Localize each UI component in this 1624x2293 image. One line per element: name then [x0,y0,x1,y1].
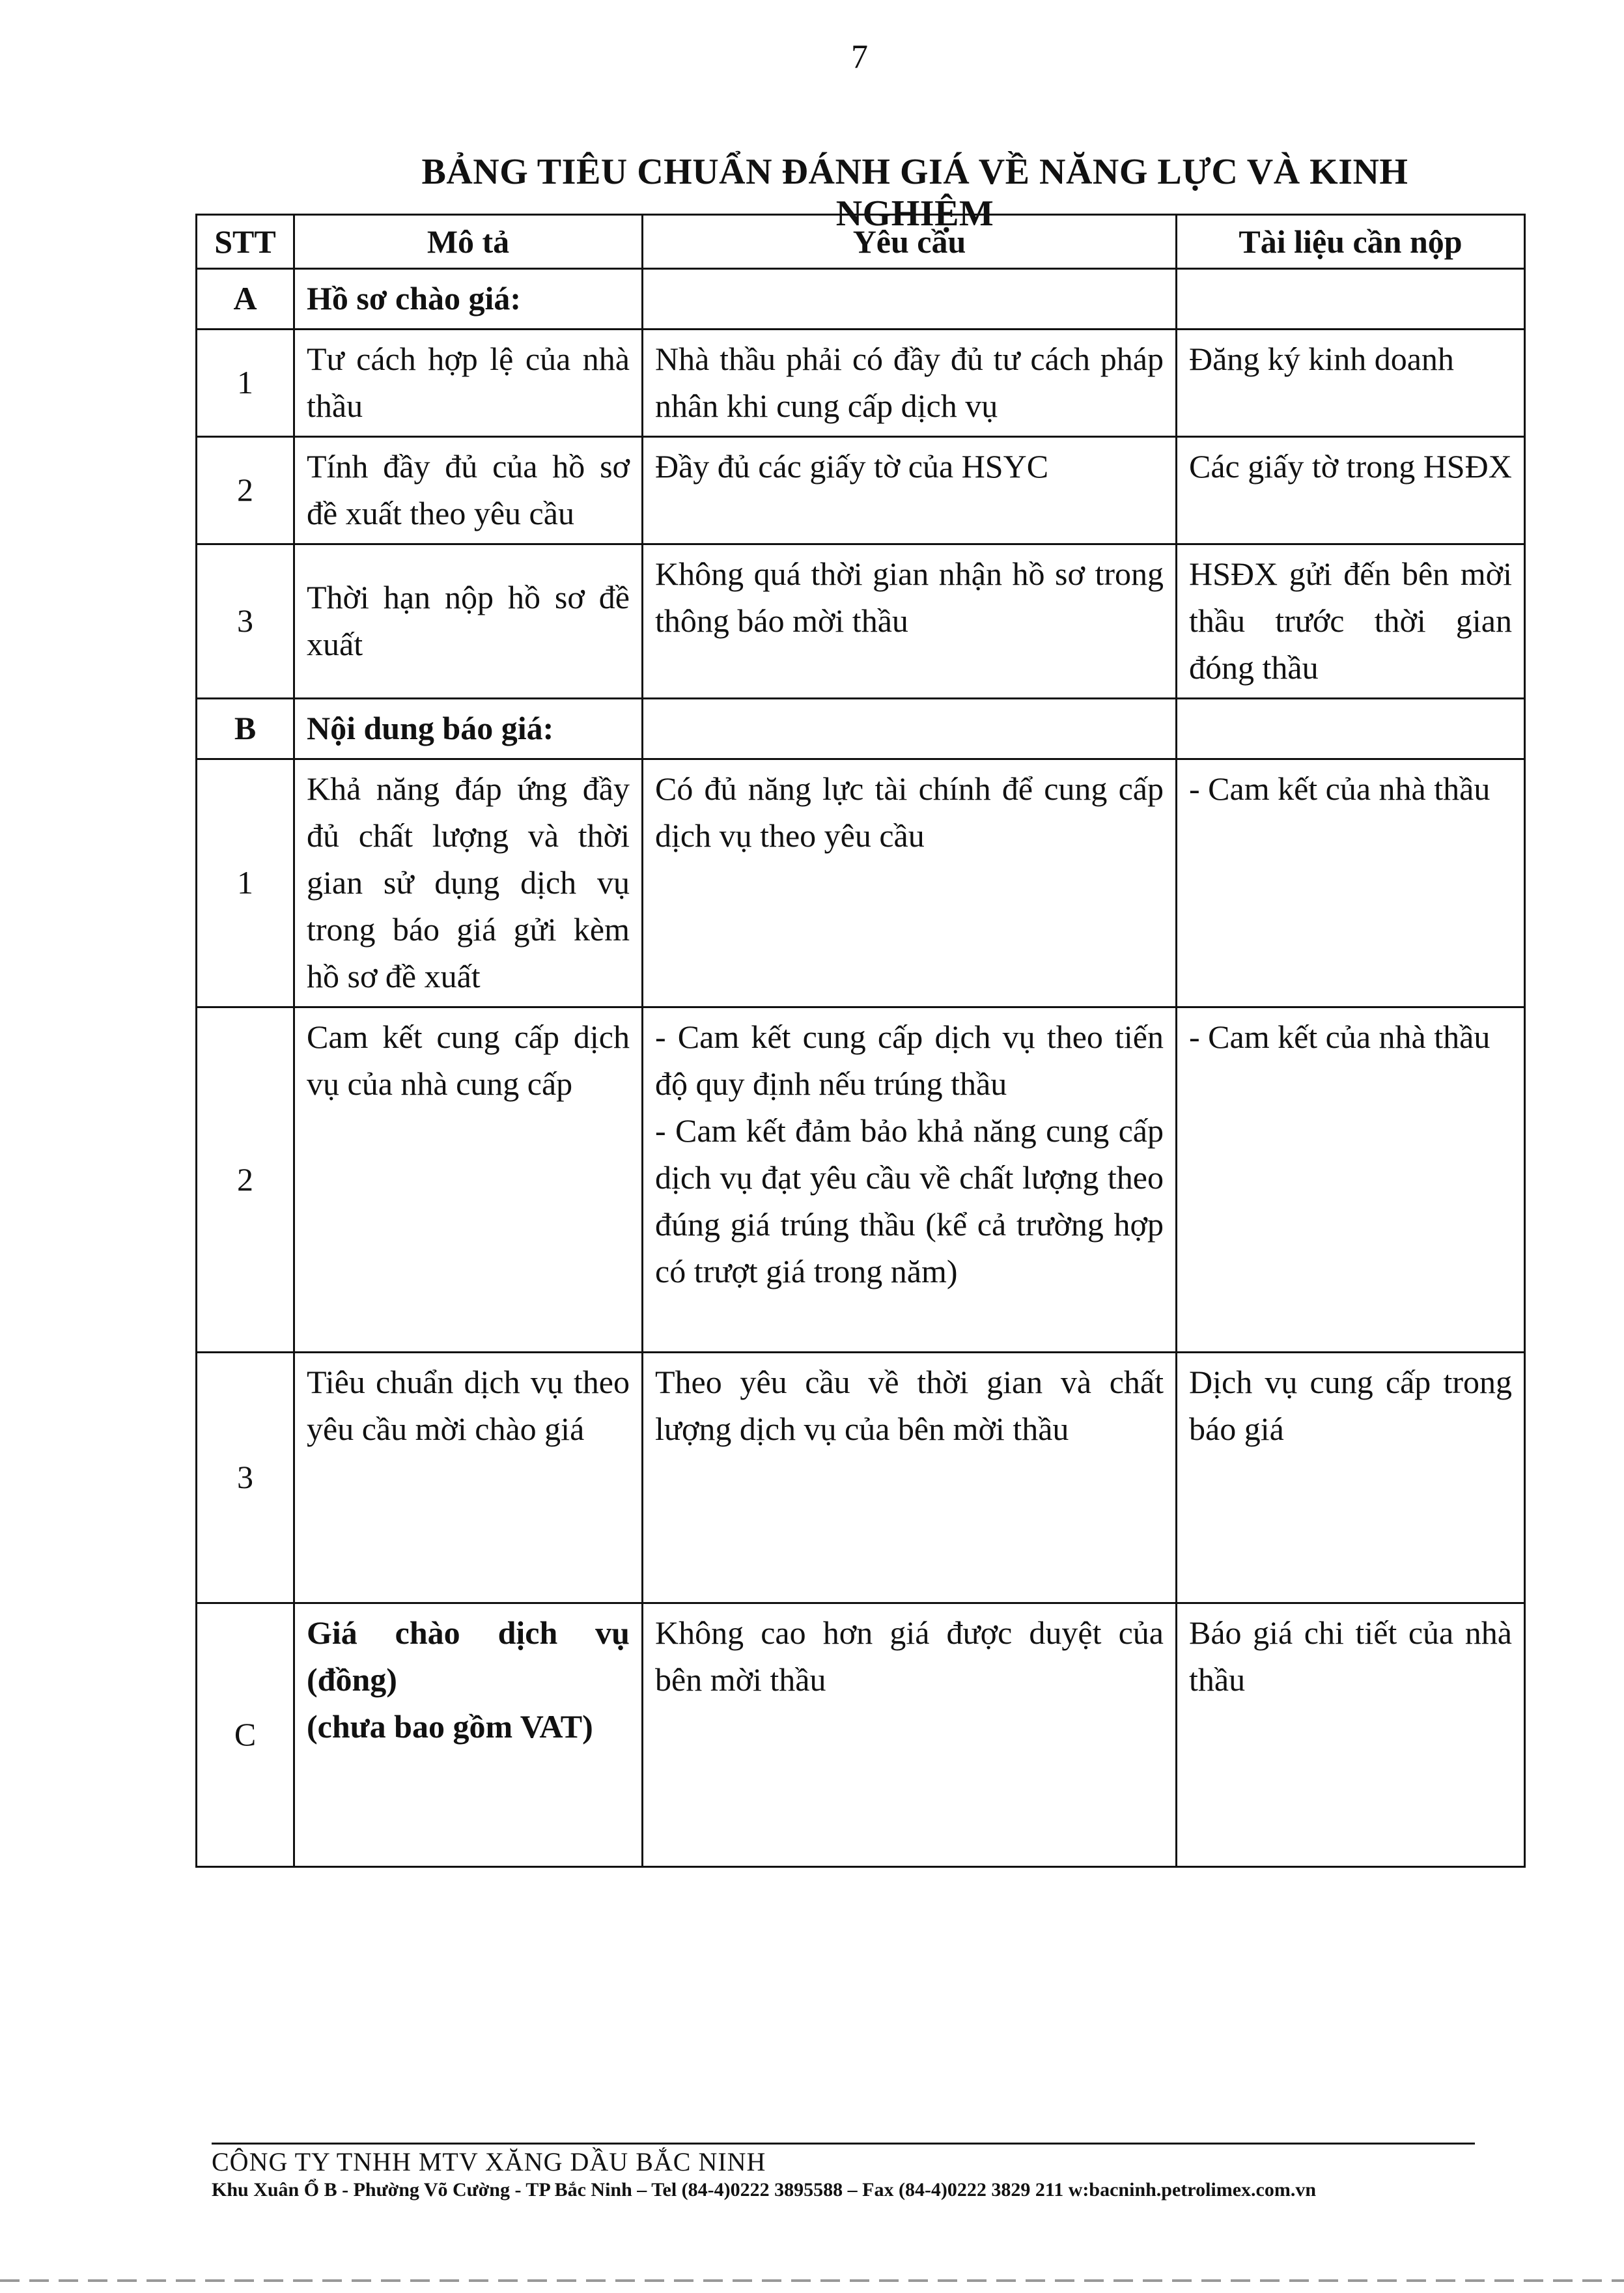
row-mo-ta: Tính đầy đủ của hồ sơ đề xuất theo yêu cầu [294,437,643,544]
empty-cell [1177,269,1525,330]
table-row [197,437,1525,544]
page-number: 7 [851,38,868,76]
header-yeu-cau: Yêu cầu [643,215,1177,269]
table-row [197,1353,1525,1603]
section-b-label: Nội dung báo giá: [294,699,643,759]
evaluation-criteria-table [195,214,1526,1868]
row-yeu-cau: Có đủ năng lực tài chính để cung cấp dịch vụ theo yêu cầu [643,759,1177,1007]
table-row [197,759,1525,1007]
table-row [197,330,1525,437]
row-mo-ta: Tiêu chuẩn dịch vụ theo yêu cầu mời chào giá [294,1353,643,1603]
row-stt: 1 [197,330,294,437]
row-tai-lieu: Đăng ký kinh doanh [1177,330,1525,437]
empty-cell [643,269,1177,330]
empty-cell [643,699,1177,759]
row-tai-lieu: HSĐX gửi đến bên mời thầu trước thời gian đóng thầu [1177,544,1525,699]
row-stt: 3 [197,544,294,699]
section-b-row [197,699,1525,759]
footer-divider [212,2143,1475,2145]
row-tai-lieu: Các giấy tờ trong HSĐX [1177,437,1525,544]
row-tai-lieu: Dịch vụ cung cấp trong báo giá [1177,1353,1525,1603]
document-title: BẢNG TIÊU CHUẨN ĐÁNH GIÁ VỀ NĂNG LỰC VÀ KINH NGHIỆM [421,152,1408,234]
row-stt: 2 [197,437,294,544]
row-mo-ta: Cam kết cung cấp dịch vụ của nhà cung cấp [294,1007,643,1353]
row-mo-ta: Thời hạn nộp hồ sơ đề xuất [294,544,643,699]
row-yeu-cau: Nhà thầu phải có đầy đủ tư cách pháp nhân khi cung cấp dịch vụ [643,330,1177,437]
table-row [197,1007,1525,1353]
row-yeu-cau: Không cao hơn giá được duyệt của bên mời thầu [643,1603,1177,1867]
empty-cell [1177,699,1525,759]
section-c-row [197,1603,1525,1867]
row-mo-ta [294,1603,643,1867]
row-mo-ta: Khả năng đáp ứng đầy đủ chất lượng và thời gian sử dụng dịch vụ trong báo giá gửi kèm hồ sơ đề xuất [294,759,643,1007]
table-header-row [197,215,1525,269]
page-footer [212,2143,1475,2203]
scan-edge-artifact [0,2279,1624,2282]
row-yeu-cau [643,1007,1177,1353]
section-a-stt: A [197,269,294,330]
row-mo-ta: Tư cách hợp lệ của nhà thầu [294,330,643,437]
header-mo-ta: Mô tả [294,215,643,269]
section-a-row [197,269,1525,330]
row-tai-lieu: - Cam kết của nhà thầu [1177,1007,1525,1353]
table-row [197,544,1525,699]
header-tai-lieu: Tài liệu cần nộp [1177,215,1525,269]
mo-ta-line-1: Giá chào dịch vụ (đồng) [307,1614,630,1698]
row-stt: 3 [197,1353,294,1603]
row-yeu-cau: Không quá thời gian nhận hồ sơ trong thông báo mời thầu [643,544,1177,699]
section-a-label: Hồ sơ chào giá: [294,269,643,330]
company-address: Khu Xuân Ổ B - Phường Võ Cường - TP Bắc Ninh – Tel (84-4)0222 3895588 – Fax (84-4)0222 3829 211 w:bacninh.petrolimex.com.vn [212,2179,1317,2201]
yeu-cau-line-2: - Cam kết đảm bảo khả năng cung cấp dịch vụ đạt yêu cầu về chất lượng theo đúng giá trúng thầu (kể cả trường hợp có trượt giá trong năm) [655,1112,1164,1289]
row-yeu-cau: Theo yêu cầu về thời gian và chất lượng dịch vụ của bên mời thầu [643,1353,1177,1603]
row-stt: 2 [197,1007,294,1353]
row-tai-lieu: - Cam kết của nhà thầu [1177,759,1525,1007]
yeu-cau-line-1: - Cam kết cung cấp dịch vụ theo tiến độ quy định nếu trúng thầu [655,1019,1164,1102]
mo-ta-line-2: (chưa bao gồm VAT) [307,1708,593,1745]
section-c-stt: C [197,1603,294,1867]
section-b-stt: B [197,699,294,759]
header-stt: STT [197,215,294,269]
row-tai-lieu: Báo giá chi tiết của nhà thầu [1177,1603,1525,1867]
row-stt: 1 [197,759,294,1007]
company-name: CÔNG TY TNHH MTV XĂNG DẦU BẮC NINH [212,2147,766,2176]
row-yeu-cau: Đầy đủ các giấy tờ của HSYC [643,437,1177,544]
